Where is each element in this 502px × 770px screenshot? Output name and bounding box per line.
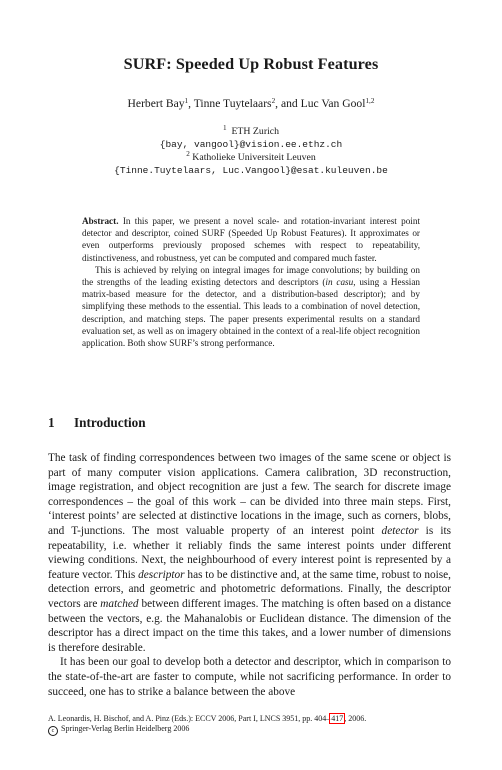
abstract: [82, 215, 420, 349]
author-name: Herbert Bay: [127, 97, 185, 110]
author-affiliation-mark: 2: [271, 97, 276, 105]
footer-text: , 2006.: [344, 714, 367, 723]
author-affiliation-mark: 1,2: [365, 97, 375, 105]
affiliation-1: [0, 125, 502, 138]
author-name: Tinne Tuytelaars: [193, 97, 272, 110]
author-affiliation-mark: 1: [184, 97, 189, 105]
abstract-paragraph: [82, 215, 420, 264]
author-name: Luc Van Gool: [300, 97, 366, 110]
body-paragraph: [48, 451, 451, 655]
abstract-text: In this paper, we present a novel scale- and rotation-invariant interest point detector and descriptor, coined SURF (Speeded Up Robust Features). It approximates or even outperforms previously proposed schemes with respect to repeatability, distinctiveness, and robustness, yet can be computed and compared much faster.: [82, 216, 421, 263]
abstract-emphasis: in casu: [325, 277, 354, 288]
body-text-run: The task of finding correspondences between two images of the same scene or object is part of many computer vision applications. Camera calibration, 3D reconstruction, image registration, and object recognition are just a few. The search for discrete image correspondences – the goal of this work – can be divided into three main steps. First, ‘interest points’ are selected at distinctive locations in the image, such as corners, blobs, and T-junctions. The most valuable property of an interest point: [48, 452, 451, 537]
body-text-run: between different images. The matching is often based on a distance between the vectors, e.g. the Mahanalobis or Euclidean distance. The dimension of the descriptor has a direct impact on the time this takes, and a lower number of dimensions is therefore desirable.: [48, 597, 452, 654]
footer-line: [48, 724, 458, 736]
affiliation-email: {bay, vangool}@vision.ee.ethz.ch: [159, 139, 343, 150]
body-emphasis: descriptor: [138, 568, 185, 581]
affiliation-name: Katholieke Universiteit Leuven: [192, 152, 316, 163]
footer-text: A. Leonardis, H. Bischof, and A. Pinz (Eds.): ECCV 2006, Part I, LNCS 3951, pp. 404–: [48, 714, 331, 723]
footer-line: [48, 714, 458, 724]
section-title: Introduction: [74, 415, 146, 430]
affiliation-mark: 2: [186, 150, 190, 158]
section-heading: [48, 415, 146, 431]
author-list: [0, 97, 502, 110]
body-emphasis: detector: [381, 524, 419, 537]
paper-title: SURF: Speeded Up Robust Features: [123, 55, 379, 73]
abstract-label: Abstract.: [82, 216, 119, 226]
abstract-text: , using a Hessian matrix-based measure for the detector, and a distribution-based descriptor); and by simplifying these methods to the essential. This leads to a combination of novel detection, description, and matching steps. The paper presents experimental results on a standard evaluation set, as well as on imagery obtained in the context of a real-life object recognition application. Both show SURF’s strong performance.: [82, 277, 420, 349]
footer-citation: [48, 714, 458, 736]
section-number: 1: [48, 415, 55, 430]
affiliation-email: {Tinne.Tuytelaars, Luc.Vangool}@esat.kuleuven.be: [114, 165, 388, 176]
author-separator: ,: [188, 97, 194, 110]
body-text: [48, 451, 451, 699]
body-emphasis: matched: [100, 597, 139, 610]
body-text-run: is its repeatability, i.e. whether it reliably finds the same interest points under different viewing conditions. Next, the neighbourhood of every interest point is represented by a feature vector. This: [48, 524, 452, 581]
affiliation-2: [0, 151, 502, 164]
page-link[interactable]: 417: [331, 714, 344, 723]
abstract-paragraph: [82, 264, 420, 349]
affiliation-name: ETH Zurich: [231, 126, 280, 137]
author-separator: , and: [275, 97, 301, 110]
body-paragraph: [48, 655, 451, 699]
copyright-icon: c: [48, 726, 58, 736]
body-text-run: It has been our goal to develop both a detector and descriptor, which in comparison to the state-of-the-art are faster to compute, while not sacrificing performance. In order to succeed, one has to strike a balance between the above: [48, 656, 451, 698]
affiliations: [0, 125, 502, 177]
footer-text: Springer-Verlag Berlin Heidelberg 2006: [61, 724, 190, 734]
affiliation-mark: 1: [222, 124, 227, 132]
body-text-run: has to be distinctive and, at the same time, robust to noise, detection errors, and geometric and photometric deformations. Finally, the descriptor vectors are: [48, 568, 451, 610]
abstract-text: This is achieved by relying on integral images for image convolutions; by building on the strengths of the leading existing detectors and descriptors (: [82, 264, 420, 288]
